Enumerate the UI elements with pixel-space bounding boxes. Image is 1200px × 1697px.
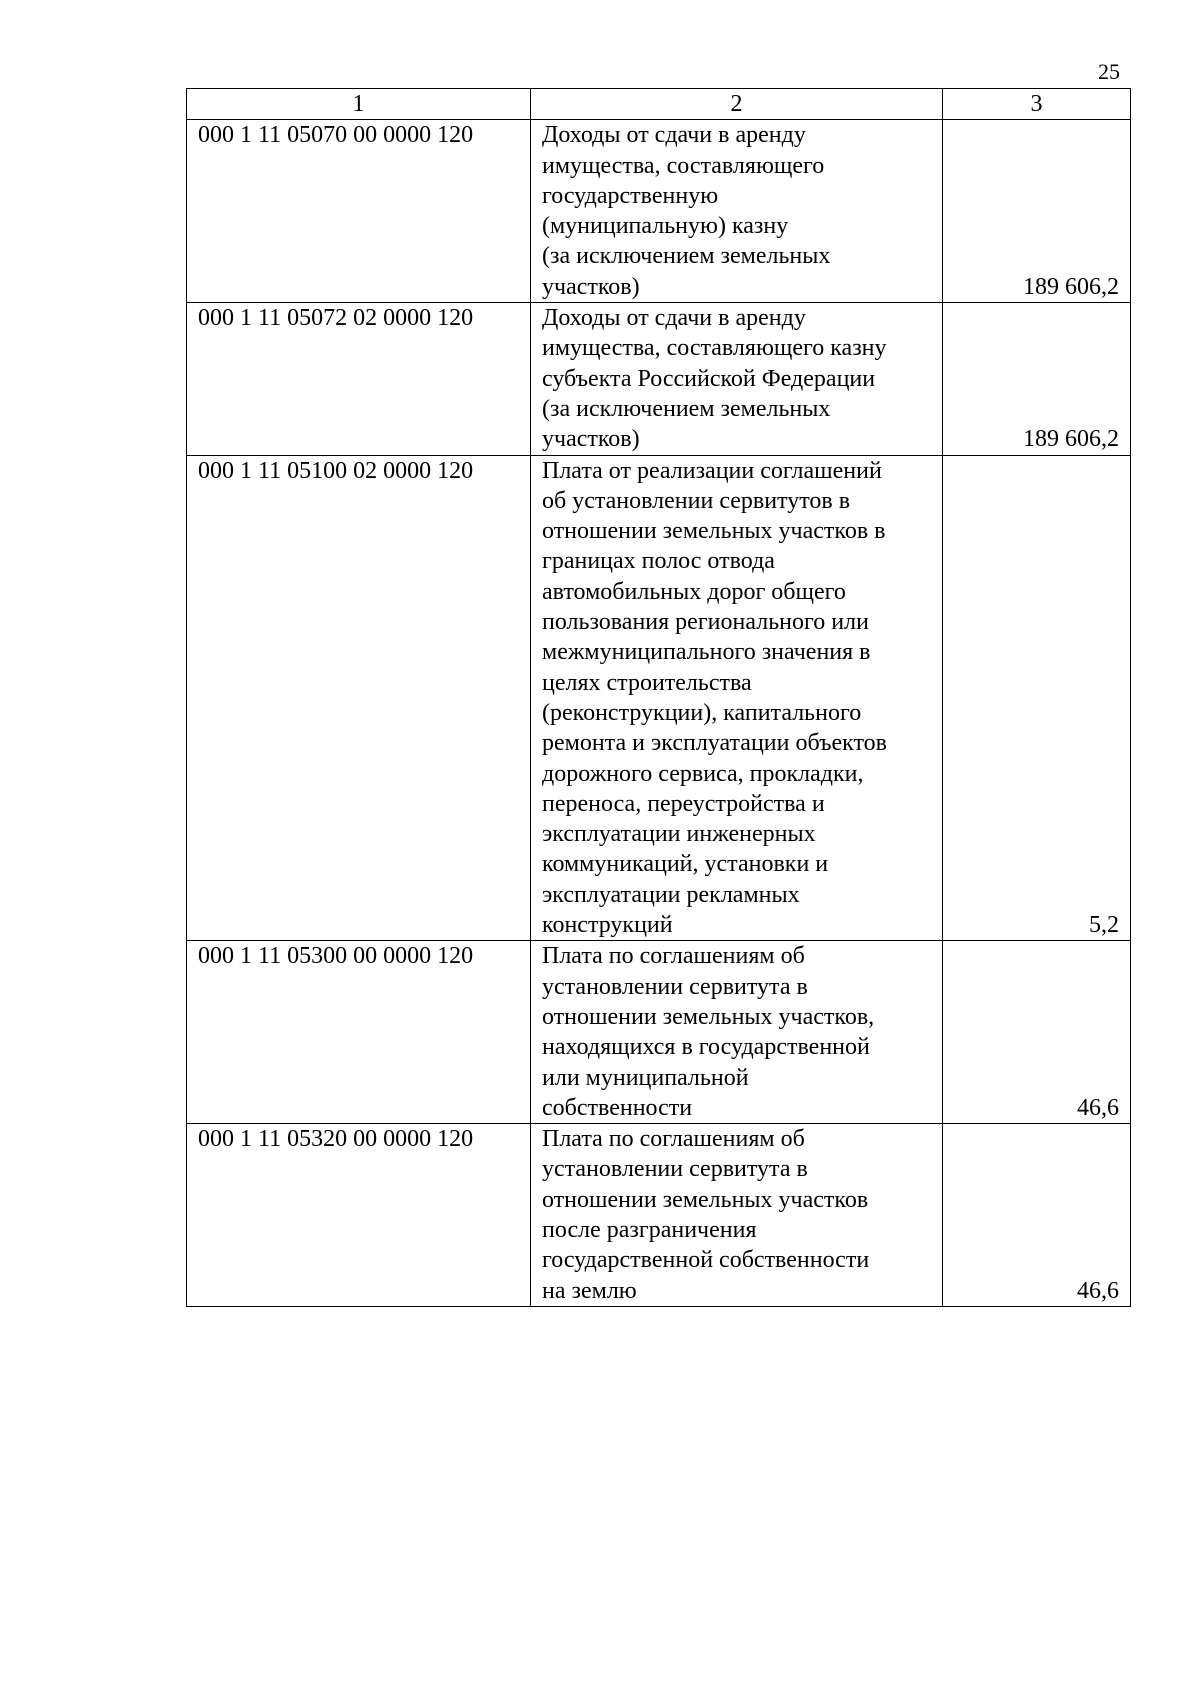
revenue-code: 000 1 11 05320 00 0000 120 xyxy=(187,1124,531,1307)
description-line: отношении земельных участков xyxy=(542,1186,869,1213)
description-line: после разграничения xyxy=(542,1216,757,1243)
description-line: эксплуатации рекламных xyxy=(542,881,800,908)
description-line: Плата по соглашениям об xyxy=(542,943,805,970)
revenue-code: 000 1 11 05300 00 0000 120 xyxy=(187,941,531,1124)
revenue-code: 000 1 11 05072 02 0000 120 xyxy=(187,303,531,455)
description-line: Доходы от сдачи в аренду xyxy=(542,122,806,149)
table-header xyxy=(187,89,1131,120)
page-number: 25 xyxy=(1098,59,1120,84)
description-line: Доходы от сдачи в аренду xyxy=(542,305,806,332)
description-line: субъекта Российской Федерации xyxy=(542,365,876,392)
description-line: государственную xyxy=(542,182,719,209)
table-row xyxy=(187,1124,1131,1307)
revenue-amount: 189 606,2 xyxy=(943,303,1131,455)
description-line: коммуникаций, установки и xyxy=(542,851,829,878)
table-body xyxy=(187,120,1131,1307)
revenue-code: 000 1 11 05100 02 0000 120 xyxy=(187,455,531,941)
description-line: (муниципальную) казну xyxy=(542,213,789,240)
description-line: (за исключением земельных xyxy=(542,395,831,422)
description-line: Плата от реализации соглашений xyxy=(542,457,882,484)
description-line: находящихся в государственной xyxy=(542,1034,870,1061)
header-col-2: 2 xyxy=(531,89,943,120)
revenue-description xyxy=(531,303,943,455)
revenue-description xyxy=(531,941,943,1124)
revenue-amount: 5,2 xyxy=(943,455,1131,941)
table-row xyxy=(187,455,1131,941)
description-line: отношении земельных участков в xyxy=(542,518,886,545)
description-line: автомобильных дорог общего xyxy=(542,578,846,605)
table-row xyxy=(187,120,1131,303)
description-line: имущества, составляющего xyxy=(542,152,825,179)
table-row xyxy=(187,303,1131,455)
table-row xyxy=(187,941,1131,1124)
description-line: эксплуатации инженерных xyxy=(542,821,816,848)
revenue-amount: 189 606,2 xyxy=(943,120,1131,303)
description-line: ремонта и эксплуатации объектов xyxy=(542,730,887,757)
header-col-3: 3 xyxy=(943,89,1131,120)
revenue-amount: 46,6 xyxy=(943,1124,1131,1307)
description-line: переноса, переустройства и xyxy=(542,790,825,817)
description-line: (реконструкции), капитального xyxy=(542,699,862,726)
description-line: дорожного сервиса, прокладки, xyxy=(542,760,864,787)
description-line: государственной собственности xyxy=(542,1247,870,1274)
description-line: участков) xyxy=(542,426,640,453)
budget-revenue-table xyxy=(186,88,1131,1307)
description-line: Плата по соглашениям об xyxy=(542,1126,805,1153)
revenue-description xyxy=(531,1124,943,1307)
revenue-description xyxy=(531,120,943,303)
description-line: или муниципальной xyxy=(542,1064,749,1091)
description-line: участков) xyxy=(542,273,640,300)
header-col-1: 1 xyxy=(187,89,531,120)
description-line: об установлении сервитутов в xyxy=(542,487,851,514)
description-line: границах полос отвода xyxy=(542,548,775,575)
description-line: межмуниципального значения в xyxy=(542,639,871,666)
description-line: установлении сервитута в xyxy=(542,1156,808,1183)
description-line: целях строительства xyxy=(542,669,752,696)
description-line: (за исключением земельных xyxy=(542,243,831,270)
revenue-description xyxy=(531,455,943,941)
description-line: собственности xyxy=(542,1094,693,1121)
description-line: имущества, составляющего казну xyxy=(542,335,887,362)
revenue-code: 000 1 11 05070 00 0000 120 xyxy=(187,120,531,303)
description-line: установлении сервитута в xyxy=(542,973,808,1000)
description-line: отношении земельных участков, xyxy=(542,1003,875,1030)
header-row xyxy=(187,89,1131,120)
description-line: пользования регионального или xyxy=(542,609,869,636)
revenue-amount: 46,6 xyxy=(943,941,1131,1124)
description-line: на землю xyxy=(542,1277,637,1304)
description-line: конструкций xyxy=(542,912,673,939)
